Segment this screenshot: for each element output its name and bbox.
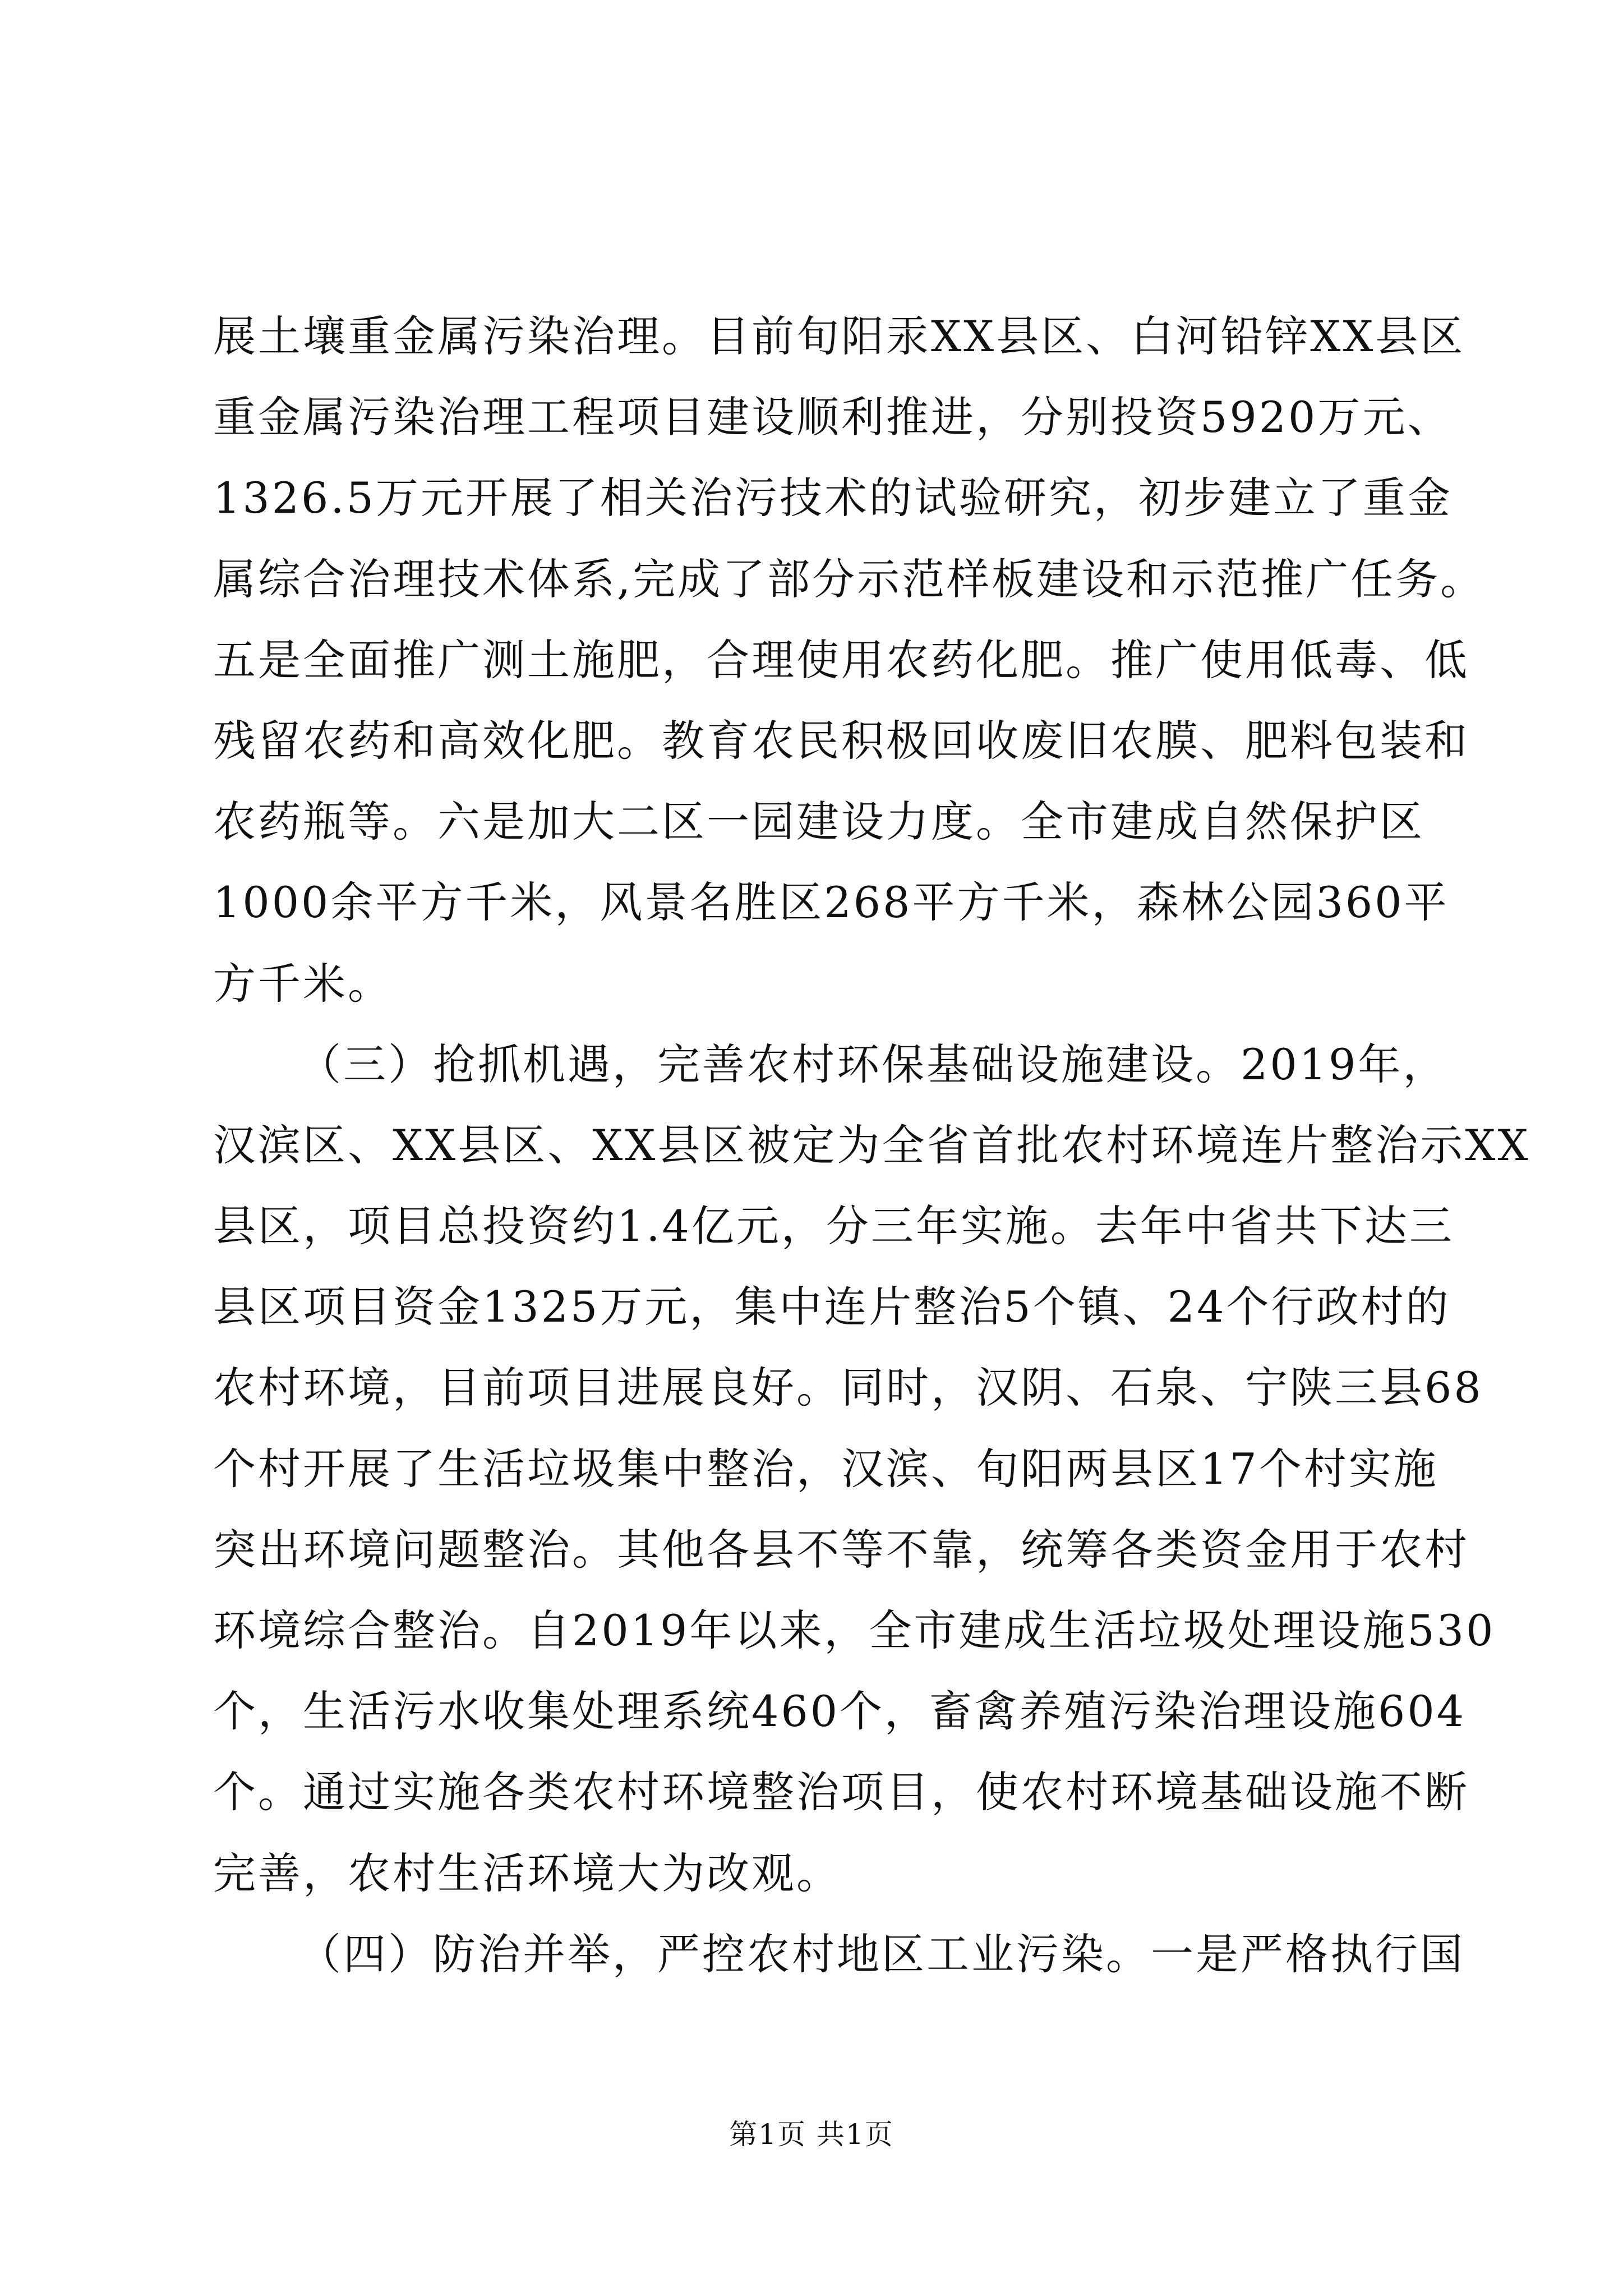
text-line: 环境综合整治。自2019年以来，全市建成生活垃圾处理设施530 (213, 1605, 1496, 1655)
text-line: 突出环境问题整治。其他各县不等不靠，统筹各类资金用于农村 (213, 1524, 1469, 1575)
text-line: 五是全面推广测土施肥，合理使用农药化肥。推广使用低毒、低 (213, 634, 1469, 685)
paragraph-heading-line: （三）抢抓机遇，完善农村环保基础设施建设。2019年， (298, 1039, 1448, 1089)
text-line: 完善，农村生活环境大为改观。 (213, 1848, 841, 1898)
text-line: 农药瓶等。六是加大二区一园建设力度。全市建成自然保护区 (213, 797, 1424, 847)
text-line: 1000余平方千米，风景名胜区268平方千米，森林公园360平 (213, 877, 1449, 928)
text-line: 属综合治理技术体系,完成了部分示范样板建设和示范推广任务。 (213, 554, 1486, 604)
text-line: 个，生活污水收集处理系统460个，畜禽养殖污染治理设施604 (213, 1686, 1467, 1737)
text-line: 方千米。 (213, 958, 393, 1009)
text-line: 展土壤重金属污染治理。目前旬阳汞XX县区、白河铅锌XX县区 (213, 311, 1465, 361)
text-line: 重金属污染治理工程项目建设顺利推进，分别投资5920万元、 (213, 392, 1453, 443)
text-line: 县区，项目总投资约1.4亿元，分三年实施。去年中省共下达三 (213, 1201, 1454, 1251)
page-footer: 第1页 共1页 (729, 2118, 894, 2151)
body-text (213, 296, 1530, 1995)
text-line: 县区项目资金1325万元，集中连片整治5个镇、24个行政村的 (213, 1282, 1451, 1332)
text-line: 个。通过实施各类农村环境整治项目，使农村环境基础设施不断 (213, 1767, 1469, 1818)
text-line: 残留农药和高效化肥。教育农民积极回收废旧农膜、肥料包装和 (213, 715, 1469, 766)
paragraph-heading-line: （四）防治并举，严控农村地区工业污染。一是严格执行国 (298, 1929, 1465, 1979)
text-line: 1326.5万元开展了相关治污技术的试验研究，初步建立了重金 (213, 473, 1453, 523)
text-line: 汉滨区、XX县区、XX县区被定为全省首批农村环境连片整治示XX (213, 1120, 1530, 1170)
text-line: 农村环境，目前项目进展良好。同时，汉阴、石泉、宁陕三县68 (213, 1363, 1483, 1413)
text-line: 个村开展了生活垃圾集中整治，汉滨、旬阳两县区17个村实施 (213, 1443, 1438, 1494)
